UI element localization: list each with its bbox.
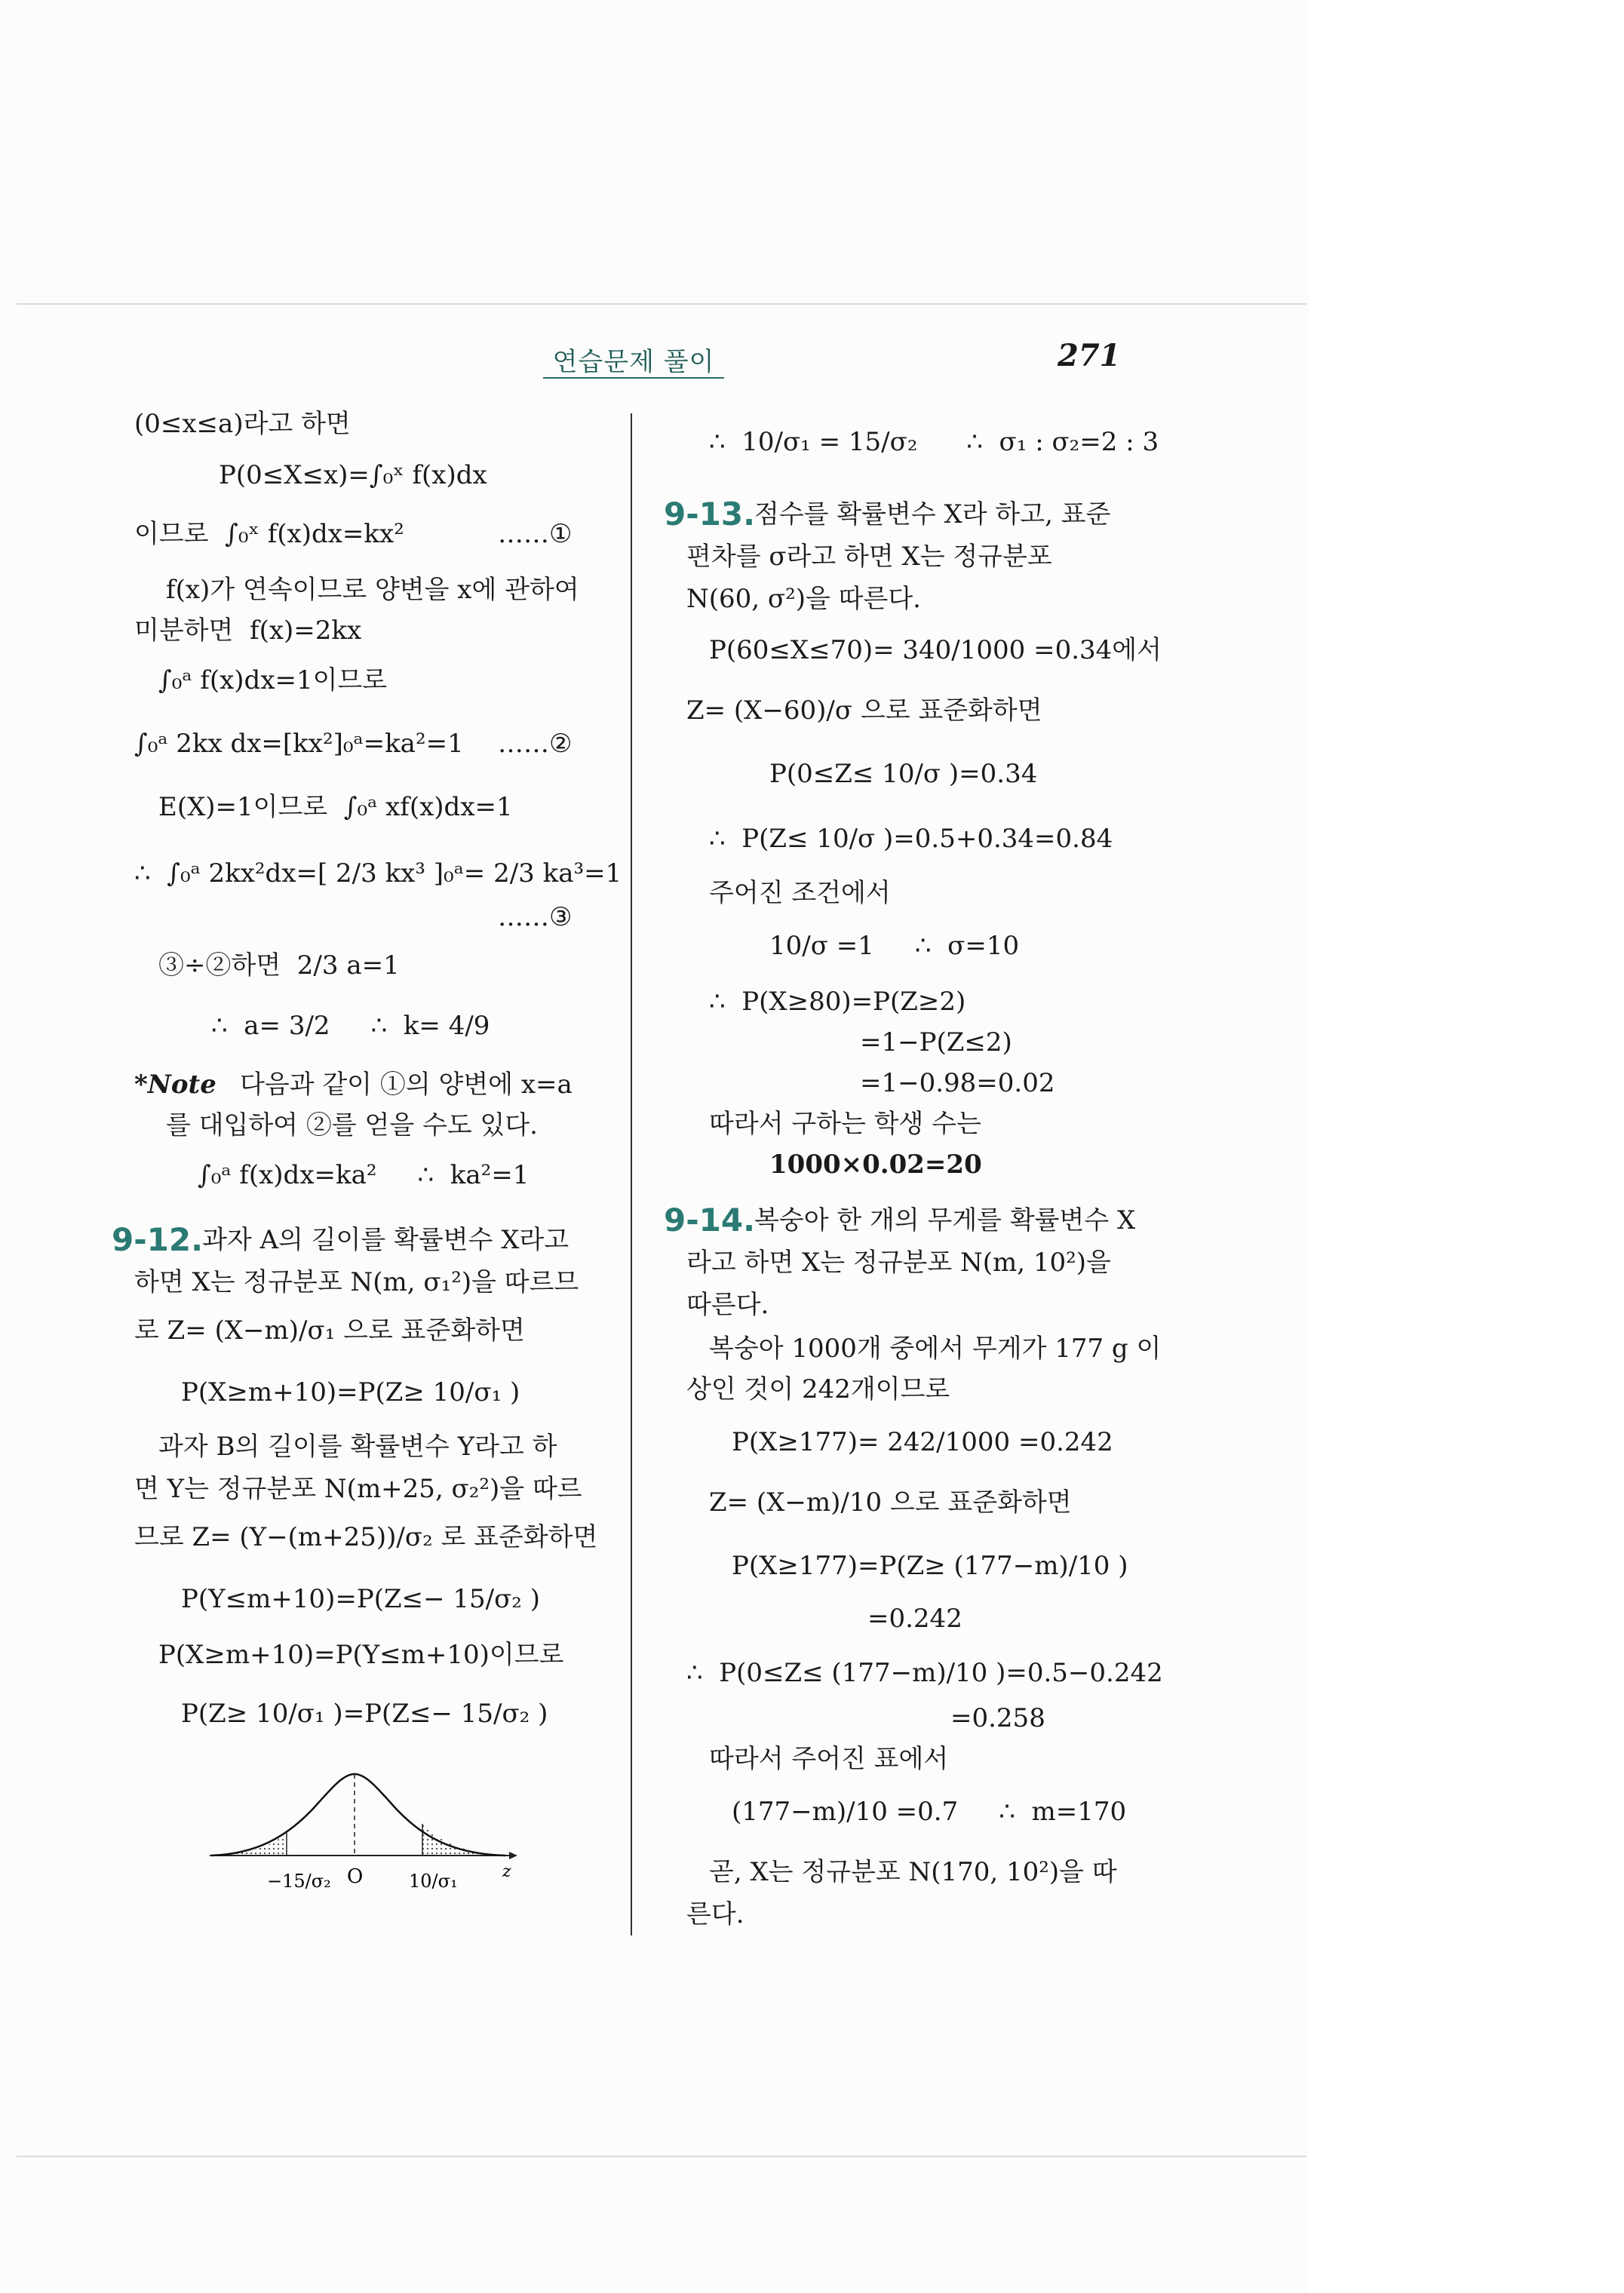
problem-number-13: 9-13.	[664, 496, 756, 533]
formula-line: P(X≥177)=P(Z≥ (177−m)/10 )	[732, 1551, 1128, 1581]
formula-line: =0.258	[950, 1703, 1045, 1733]
problem-number-12: 9-12.	[112, 1221, 204, 1258]
solution-line: 따라서 주어진 표에서	[709, 1744, 949, 1774]
solution-line: 복숭아 1000개 중에서 무게가 177 g 이	[709, 1334, 1162, 1364]
solution-line: 면 Y는 정규분포 N(m+25, σ₂²)을 따르	[134, 1474, 582, 1504]
answer-line: 1000×0.02=20	[769, 1150, 982, 1180]
solution-line: 주어진 조건에서	[709, 878, 891, 908]
formula-line: ③÷②하면 2/3 a=1	[158, 950, 400, 981]
formula-line: P(Z≥ 10/σ₁ )=P(Z≤− 15/σ₂ )	[181, 1699, 548, 1729]
problem-number-14: 9-14.	[664, 1202, 756, 1239]
title-underline	[543, 377, 724, 379]
solution-line: 상인 것이 242개이므로	[686, 1374, 950, 1404]
top-divider	[17, 303, 1306, 305]
formula-line: P(X≥m+10)=P(Y≤m+10)이므로	[158, 1640, 564, 1670]
solution-line: 미분하면 f(x)=2kx	[134, 615, 362, 646]
note-text: 다음과 같이 ①의 양변에 x=a	[240, 1070, 573, 1100]
formula-line: ∴ P(X≥80)=P(Z≥2)	[709, 987, 966, 1017]
solution-line: 곧, X는 정규분포 N(170, 10²)을 따	[709, 1857, 1117, 1887]
bell-curve	[211, 1774, 505, 1856]
axis-arrow-icon	[509, 1852, 517, 1859]
note-label: *Note	[134, 1070, 216, 1100]
page-number: 271	[1058, 338, 1121, 373]
section-title: 연습문제 풀이	[552, 347, 715, 377]
formula-line: ∫₀ᵃ f(x)dx=ka² ∴ ka²=1	[198, 1160, 530, 1190]
solution-line: 라고 하면 X는 정규분포 N(m, 10²)을	[686, 1248, 1111, 1278]
solution-line: 따른다.	[686, 1290, 769, 1320]
answer-line: ∴ a= 3/2 ∴ k= 4/9	[211, 1011, 490, 1041]
formula-line: Z= (X−m)/10 으로 표준화하면	[709, 1487, 1072, 1518]
solution-line: 따라서 구하는 학생 수는	[709, 1109, 981, 1139]
formula-line: P(Y≤m+10)=P(Z≤− 15/σ₂ )	[181, 1584, 540, 1614]
tick-right: 10/σ₁	[409, 1871, 458, 1892]
solution-line: f(x)가 연속이므로 양변을 x에 관하여	[166, 575, 579, 605]
equation-marker-1: ……①	[498, 519, 573, 549]
formula-line: =0.242	[867, 1604, 962, 1634]
bottom-divider	[17, 2156, 1306, 2157]
formula-line: (177−m)/10 =0.7 ∴ m=170	[732, 1797, 1127, 1827]
formula-line: P(60≤X≤70)= 340/1000 =0.34에서	[709, 635, 1162, 665]
formula-line: ∫₀ᵃ 2kx dx=[kx²]₀ᵃ=ka²=1	[134, 729, 464, 759]
formula-line: 므로 Z= (Y−(m+25))/σ₂ 로 표준화하면	[134, 1522, 598, 1552]
left-shaded-region	[211, 1833, 287, 1856]
tick-origin: O	[347, 1865, 364, 1888]
formula-line: =1−P(Z≤2)	[860, 1027, 1012, 1057]
formula-line: P(X≥177)= 242/1000 =0.242	[732, 1427, 1113, 1457]
formula-line: Z= (X−60)/σ 으로 표준화하면	[686, 695, 1042, 726]
equation-marker-3: ……③	[498, 902, 573, 932]
formula-line: E(X)=1이므로 ∫₀ᵃ xf(x)dx=1	[158, 792, 513, 822]
formula-line: ∴ P(Z≤ 10/σ )=0.5+0.34=0.84	[709, 824, 1113, 854]
solution-line: 하면 X는 정규분포 N(m, σ₁²)을 따르므	[134, 1267, 579, 1297]
solution-line: 과자 B의 길이를 확률변수 Y라고 하	[158, 1432, 557, 1462]
solution-line: 른다.	[686, 1899, 744, 1929]
solution-line: N(60, σ²)을 따른다.	[686, 584, 921, 614]
formula-line: 이므로 ∫₀ˣ f(x)dx=kx²	[134, 519, 404, 549]
note-text: 를 대입하여 ②를 얻을 수도 있다.	[166, 1110, 538, 1140]
formula-line: ∴ P(0≤Z≤ (177−m)/10 )=0.5−0.242	[686, 1658, 1163, 1688]
formula-line: 10/σ =1 ∴ σ=10	[769, 931, 1020, 961]
formula-line: P(0≤Z≤ 10/σ )=0.34	[769, 759, 1038, 789]
formula-line: P(X≥m+10)=P(Z≥ 10/σ₁ )	[181, 1377, 520, 1407]
formula-line: 로 Z= (X−m)/σ₁ 으로 표준화하면	[134, 1315, 525, 1346]
formula-line: ∴ ∫₀ᵃ 2kx²dx=[ 2/3 kx³ ]₀ᵃ= 2/3 ka³=1	[134, 858, 622, 889]
normal-curve-graph	[204, 1765, 520, 1916]
column-divider	[631, 413, 632, 1935]
solution-line: 복숭아 한 개의 무게를 확률변수 X	[754, 1205, 1136, 1236]
formula-line: =1−0.98=0.02	[860, 1068, 1055, 1098]
solution-line: 점수를 확률변수 X라 하고, 표준	[754, 499, 1111, 530]
solution-line: (0≤x≤a)라고 하면	[134, 409, 351, 439]
equation-marker-2: ……②	[498, 729, 573, 759]
formula-line: ∫₀ᵃ f(x)dx=1이므로	[158, 665, 388, 695]
formula-line: P(0≤X≤x)=∫₀ˣ f(x)dx	[219, 460, 487, 490]
answer-line: ∴ 10/σ₁ = 15/σ₂ ∴ σ₁ : σ₂=2 : 3	[709, 427, 1159, 457]
solution-line: 과자 A의 길이를 확률변수 X라고	[202, 1225, 569, 1255]
tick-left: −15/σ₂	[267, 1871, 331, 1892]
axis-label: z	[502, 1862, 511, 1881]
solution-line: 편차를 σ라고 하면 X는 정규분포	[686, 542, 1052, 572]
